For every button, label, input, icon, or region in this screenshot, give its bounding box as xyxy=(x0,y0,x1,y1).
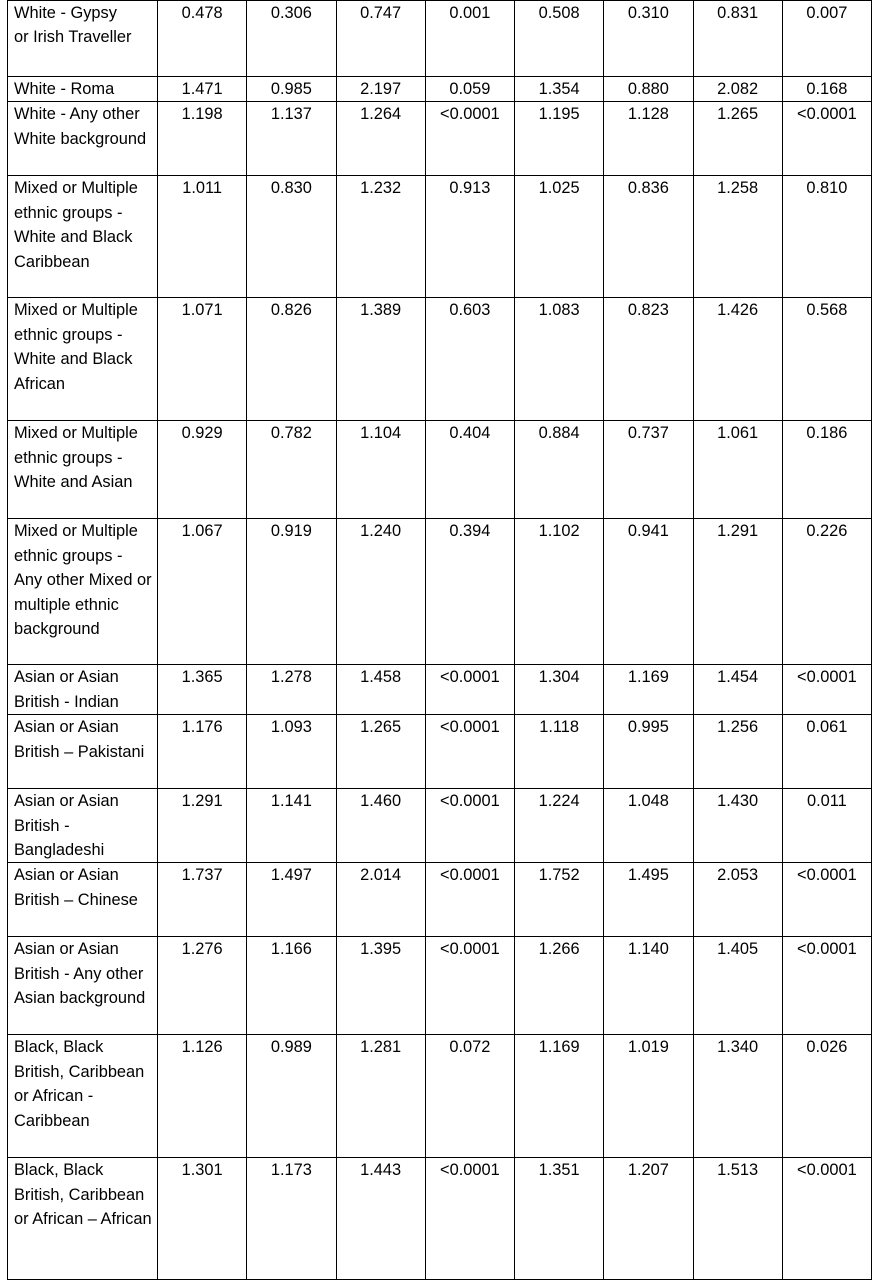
cell-value: 1.232 xyxy=(336,176,425,298)
cell-value: 1.395 xyxy=(336,937,425,1035)
row-label: Asian or Asian British – Pakistani xyxy=(8,715,158,789)
table-row xyxy=(8,715,872,789)
cell-value: 1.276 xyxy=(158,937,247,1035)
cell-value: 0.747 xyxy=(336,1,425,77)
cell-value: <0.0001 xyxy=(782,1158,871,1280)
cell-value: 1.195 xyxy=(515,102,604,176)
cell-value: 1.266 xyxy=(515,937,604,1035)
cell-value: 1.256 xyxy=(693,715,782,789)
cell-value: 1.071 xyxy=(158,298,247,421)
table-body xyxy=(8,1,872,1280)
cell-value: 1.458 xyxy=(336,665,425,715)
cell-value: 1.067 xyxy=(158,519,247,665)
cell-value: 2.014 xyxy=(336,863,425,937)
cell-value: 1.240 xyxy=(336,519,425,665)
cell-value: <0.0001 xyxy=(425,863,514,937)
cell-value: 1.019 xyxy=(604,1035,693,1158)
row-label: Mixed or Multiple ethnic groups - White and Black African xyxy=(8,298,158,421)
table-row xyxy=(8,1035,872,1158)
cell-value: 0.919 xyxy=(247,519,336,665)
cell-value: 0.782 xyxy=(247,421,336,519)
cell-value: 0.830 xyxy=(247,176,336,298)
cell-value: 0.884 xyxy=(515,421,604,519)
cell-value: 1.265 xyxy=(336,715,425,789)
cell-value: 1.198 xyxy=(158,102,247,176)
cell-value: 1.291 xyxy=(158,789,247,863)
table-row xyxy=(8,789,872,863)
cell-value: 1.513 xyxy=(693,1158,782,1280)
row-label: Black, Black British, Caribbean or African - Caribbean xyxy=(8,1035,158,1158)
cell-value: 1.224 xyxy=(515,789,604,863)
table-row xyxy=(8,77,872,102)
cell-value: 1.340 xyxy=(693,1035,782,1158)
cell-value: 1.497 xyxy=(247,863,336,937)
table-row xyxy=(8,937,872,1035)
table-row xyxy=(8,1158,872,1280)
cell-value: 1.281 xyxy=(336,1035,425,1158)
cell-value: 0.985 xyxy=(247,77,336,102)
cell-value: 0.989 xyxy=(247,1035,336,1158)
row-label: White - Any other White background xyxy=(8,102,158,176)
cell-value: 0.394 xyxy=(425,519,514,665)
cell-value: 1.443 xyxy=(336,1158,425,1280)
cell-value: 1.166 xyxy=(247,937,336,1035)
cell-value: 1.141 xyxy=(247,789,336,863)
table-row xyxy=(8,1,872,77)
cell-value: 0.810 xyxy=(782,176,871,298)
cell-value: 0.061 xyxy=(782,715,871,789)
cell-value: 0.737 xyxy=(604,421,693,519)
cell-value: 1.265 xyxy=(693,102,782,176)
table-row xyxy=(8,102,872,176)
cell-value: 0.603 xyxy=(425,298,514,421)
cell-value: <0.0001 xyxy=(425,665,514,715)
cell-value: 1.752 xyxy=(515,863,604,937)
cell-value: 1.258 xyxy=(693,176,782,298)
row-label: Mixed or Multiple ethnic groups - White and Asian xyxy=(8,421,158,519)
cell-value: 0.823 xyxy=(604,298,693,421)
cell-value: 0.880 xyxy=(604,77,693,102)
cell-value: 0.478 xyxy=(158,1,247,77)
cell-value: 2.053 xyxy=(693,863,782,937)
cell-value: 1.264 xyxy=(336,102,425,176)
cell-value: 1.169 xyxy=(515,1035,604,1158)
cell-value: 0.508 xyxy=(515,1,604,77)
cell-value: 1.104 xyxy=(336,421,425,519)
row-label: White - Roma xyxy=(8,77,158,102)
cell-value: 1.301 xyxy=(158,1158,247,1280)
cell-value: 1.389 xyxy=(336,298,425,421)
cell-value: 0.826 xyxy=(247,298,336,421)
cell-value: 1.176 xyxy=(158,715,247,789)
cell-value: 1.460 xyxy=(336,789,425,863)
cell-value: 0.186 xyxy=(782,421,871,519)
cell-value: 1.430 xyxy=(693,789,782,863)
cell-value: 0.568 xyxy=(782,298,871,421)
row-label: White - Gypsy or Irish Traveller xyxy=(8,1,158,77)
table-row xyxy=(8,298,872,421)
cell-value: 0.306 xyxy=(247,1,336,77)
cell-value: 1.140 xyxy=(604,937,693,1035)
cell-value: <0.0001 xyxy=(782,863,871,937)
data-table xyxy=(7,0,872,1280)
table-row xyxy=(8,519,872,665)
cell-value: 0.310 xyxy=(604,1,693,77)
cell-value: <0.0001 xyxy=(425,789,514,863)
table-row xyxy=(8,665,872,715)
cell-value: 1.048 xyxy=(604,789,693,863)
table-row xyxy=(8,176,872,298)
cell-value: 1.365 xyxy=(158,665,247,715)
table-row xyxy=(8,421,872,519)
cell-value: 1.291 xyxy=(693,519,782,665)
cell-value: 1.495 xyxy=(604,863,693,937)
cell-value: 1.102 xyxy=(515,519,604,665)
cell-value: 1.304 xyxy=(515,665,604,715)
cell-value: 1.351 xyxy=(515,1158,604,1280)
cell-value: <0.0001 xyxy=(425,715,514,789)
cell-value: 1.083 xyxy=(515,298,604,421)
cell-value: 0.168 xyxy=(782,77,871,102)
cell-value: <0.0001 xyxy=(425,1158,514,1280)
row-label: Asian or Asian British - Bangladeshi xyxy=(8,789,158,863)
cell-value: 1.061 xyxy=(693,421,782,519)
cell-value: 1.173 xyxy=(247,1158,336,1280)
cell-value: 1.025 xyxy=(515,176,604,298)
cell-value: 0.011 xyxy=(782,789,871,863)
cell-value: 1.471 xyxy=(158,77,247,102)
cell-value: 0.059 xyxy=(425,77,514,102)
cell-value: 0.929 xyxy=(158,421,247,519)
cell-value: 1.207 xyxy=(604,1158,693,1280)
row-label: Mixed or Multiple ethnic groups - White and Black Caribbean xyxy=(8,176,158,298)
cell-value: 1.426 xyxy=(693,298,782,421)
row-label: Mixed or Multiple ethnic groups - Any other Mixed or multiple ethnic background xyxy=(8,519,158,665)
cell-value: <0.0001 xyxy=(425,102,514,176)
cell-value: 1.118 xyxy=(515,715,604,789)
cell-value: 1.128 xyxy=(604,102,693,176)
cell-value: 0.913 xyxy=(425,176,514,298)
cell-value: 1.405 xyxy=(693,937,782,1035)
row-label: Asian or Asian British – Chinese xyxy=(8,863,158,937)
cell-value: 1.737 xyxy=(158,863,247,937)
cell-value: 0.941 xyxy=(604,519,693,665)
cell-value: 2.197 xyxy=(336,77,425,102)
cell-value: 0.995 xyxy=(604,715,693,789)
cell-value: 0.404 xyxy=(425,421,514,519)
cell-value: 1.126 xyxy=(158,1035,247,1158)
cell-value: <0.0001 xyxy=(782,665,871,715)
cell-value: 0.836 xyxy=(604,176,693,298)
cell-value: <0.0001 xyxy=(782,937,871,1035)
cell-value: 0.026 xyxy=(782,1035,871,1158)
cell-value: 0.226 xyxy=(782,519,871,665)
cell-value: <0.0001 xyxy=(425,937,514,1035)
cell-value: 0.001 xyxy=(425,1,514,77)
row-label: Asian or Asian British - Any other Asian background xyxy=(8,937,158,1035)
cell-value: 1.454 xyxy=(693,665,782,715)
cell-value: 0.007 xyxy=(782,1,871,77)
cell-value: 2.082 xyxy=(693,77,782,102)
cell-value: 1.169 xyxy=(604,665,693,715)
table-row xyxy=(8,863,872,937)
cell-value: 1.093 xyxy=(247,715,336,789)
row-label: Black, Black British, Caribbean or African – African xyxy=(8,1158,158,1280)
cell-value: 1.137 xyxy=(247,102,336,176)
cell-value: 1.278 xyxy=(247,665,336,715)
cell-value: 0.831 xyxy=(693,1,782,77)
cell-value: 1.354 xyxy=(515,77,604,102)
cell-value: 0.072 xyxy=(425,1035,514,1158)
cell-value: <0.0001 xyxy=(782,102,871,176)
cell-value: 1.011 xyxy=(158,176,247,298)
row-label: Asian or Asian British - Indian xyxy=(8,665,158,715)
